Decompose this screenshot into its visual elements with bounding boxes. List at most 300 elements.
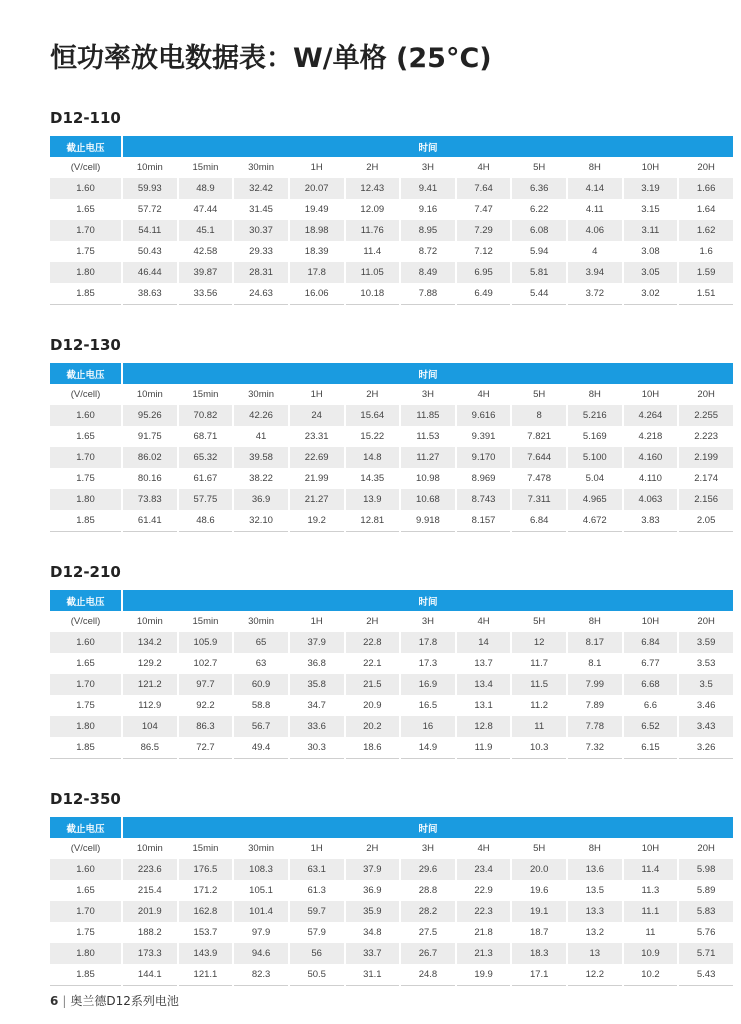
power-value-cell: 4.218 xyxy=(638,431,663,442)
voltage-cell: 1.85 xyxy=(50,510,121,532)
power-value-cell: 215.4 xyxy=(137,885,162,896)
cutoff-voltage-header: 截止电压 xyxy=(50,136,121,157)
power-value-cell: 86.5 xyxy=(123,737,177,759)
power-value-cell: 19.9 xyxy=(457,964,511,986)
power-value-cell: 18.6 xyxy=(346,737,400,759)
column-header: 30min xyxy=(248,389,274,400)
power-value-cell: 3.11 xyxy=(624,220,678,241)
power-value-cell: 11.85 xyxy=(401,405,455,426)
column-header: 5H xyxy=(533,162,546,173)
column-header: 10H xyxy=(641,162,660,173)
power-value-cell: 11.53 xyxy=(416,431,440,442)
power-value-cell: 5.44 xyxy=(512,283,566,305)
power-value-cell: 5.43 xyxy=(679,964,733,986)
voltage-cell: 1.65 xyxy=(76,658,95,669)
power-value-cell: 8.49 xyxy=(401,262,455,283)
table-row xyxy=(50,674,733,695)
power-value-cell: 8.72 xyxy=(418,246,438,257)
voltage-cell: 1.70 xyxy=(50,901,121,922)
power-value-cell: 38.22 xyxy=(249,473,273,484)
power-value-cell: 61.67 xyxy=(193,473,218,484)
voltage-cell: 1.75 xyxy=(76,927,95,938)
column-header: 20H xyxy=(697,616,715,627)
column-header: 1H xyxy=(310,389,323,400)
power-value-cell: 3.08 xyxy=(641,246,660,257)
column-header: 10min xyxy=(136,843,163,854)
power-value-cell: 6.22 xyxy=(529,204,549,215)
power-value-cell: 173.3 xyxy=(123,943,177,964)
power-value-cell: 201.9 xyxy=(123,901,177,922)
voltage-cell: 1.75 xyxy=(76,473,95,484)
power-value-cell: 58.8 xyxy=(251,700,271,711)
power-value-cell: 80.16 xyxy=(137,473,162,484)
power-value-cell: 3.5 xyxy=(679,674,733,695)
table-row xyxy=(50,426,733,447)
power-value-cell: 11.5 xyxy=(512,674,566,695)
power-value-cell: 7.89 xyxy=(585,700,605,711)
power-value-cell: 32.10 xyxy=(234,510,288,532)
power-value-cell: 1.66 xyxy=(679,178,733,199)
power-value-cell: 91.75 xyxy=(137,431,162,442)
table-title: D12-210 xyxy=(50,563,121,581)
power-value-cell: 5.04 xyxy=(585,473,605,484)
column-header: 10H xyxy=(641,389,660,400)
power-value-cell: 21.5 xyxy=(346,674,400,695)
column-header: 10H xyxy=(641,616,660,627)
power-value-cell: 21.27 xyxy=(290,489,344,510)
power-value-cell: 59.7 xyxy=(290,901,344,922)
voltage-cell: 1.85 xyxy=(50,964,121,986)
table-row xyxy=(50,943,733,964)
table-row xyxy=(50,653,733,674)
power-value-cell: 39.87 xyxy=(179,262,233,283)
power-value-cell: 11.1 xyxy=(624,901,678,922)
column-header: 1H xyxy=(310,843,323,854)
power-value-cell: 9.41 xyxy=(401,178,455,199)
footer-separator: | xyxy=(62,994,67,1008)
power-value-cell: 6.52 xyxy=(624,716,678,737)
cutoff-voltage-header: 截止电压 xyxy=(50,590,121,611)
power-value-cell: 20.9 xyxy=(363,700,382,711)
column-header: 3H xyxy=(421,843,435,854)
power-value-cell: 27.5 xyxy=(418,927,438,938)
power-value-cell: 46.44 xyxy=(123,262,177,283)
power-value-cell: 18.7 xyxy=(529,927,549,938)
power-value-cell: 33.6 xyxy=(290,716,344,737)
unit-label: (V/cell) xyxy=(70,843,101,854)
power-value-cell: 5.71 xyxy=(679,943,733,964)
voltage-cell: 1.80 xyxy=(50,262,121,283)
table-subheader-row xyxy=(50,611,733,632)
power-value-cell: 95.26 xyxy=(123,405,177,426)
table-row xyxy=(50,283,733,305)
power-value-cell: 48.9 xyxy=(179,178,233,199)
power-value-cell: 2.223 xyxy=(694,431,719,442)
power-value-cell: 28.8 xyxy=(418,885,438,896)
power-value-cell: 7.78 xyxy=(568,716,622,737)
power-value-cell: 3.43 xyxy=(679,716,733,737)
discharge-table-section xyxy=(50,788,733,986)
table-title: D12-130 xyxy=(50,336,121,354)
power-value-cell: 3.02 xyxy=(624,283,678,305)
power-value-cell: 15.22 xyxy=(360,431,385,442)
power-value-cell: 6.84 xyxy=(512,510,566,532)
discharge-table-section xyxy=(50,561,733,759)
column-header: 10min xyxy=(136,389,163,400)
power-value-cell: 86.02 xyxy=(123,447,177,468)
table-row xyxy=(50,510,733,532)
power-value-cell: 30.37 xyxy=(234,220,288,241)
power-value-cell: 33.56 xyxy=(179,283,233,305)
power-value-cell: 4.110 xyxy=(638,473,662,484)
table-header-row xyxy=(50,363,733,384)
power-value-cell: 72.7 xyxy=(179,737,233,759)
power-value-cell: 19.1 xyxy=(512,901,566,922)
column-header: 8H xyxy=(588,843,601,854)
power-value-cell: 14.9 xyxy=(401,737,455,759)
power-value-cell: 5.76 xyxy=(696,927,716,938)
table-row xyxy=(50,859,733,880)
column-header: 2H xyxy=(366,389,379,400)
voltage-cell: 1.60 xyxy=(50,632,121,653)
power-value-cell: 10.9 xyxy=(624,943,678,964)
power-value-cell: 57.9 xyxy=(307,927,326,938)
column-header: 30min xyxy=(248,162,274,173)
power-value-cell: 16 xyxy=(401,716,455,737)
power-value-cell: 50.5 xyxy=(290,964,344,986)
power-value-cell: 8.157 xyxy=(457,510,511,532)
power-value-cell: 7.99 xyxy=(568,674,622,695)
power-value-cell: 16.5 xyxy=(418,700,438,711)
power-value-cell: 28.2 xyxy=(401,901,455,922)
unit-label: (V/cell) xyxy=(70,162,101,173)
power-value-cell: 17.8 xyxy=(290,262,344,283)
power-value-cell: 223.6 xyxy=(123,859,177,880)
power-value-cell: 17.3 xyxy=(418,658,438,669)
power-value-cell: 5.100 xyxy=(568,447,622,468)
column-header: 30min xyxy=(248,843,274,854)
power-value-cell: 3.94 xyxy=(568,262,622,283)
power-value-cell: 4.672 xyxy=(568,510,622,532)
power-value-cell: 94.6 xyxy=(234,943,288,964)
page-footer xyxy=(50,992,179,1009)
page-title: 恒功率放电数据表：W/单格 (25°C) xyxy=(50,43,492,74)
column-header: 2H xyxy=(366,843,379,854)
power-value-cell: 22.8 xyxy=(346,632,400,653)
table-row xyxy=(50,716,733,737)
power-value-cell: 112.9 xyxy=(138,700,162,711)
cutoff-voltage-header: 截止电压 xyxy=(50,363,121,384)
power-value-cell: 17.1 xyxy=(512,964,566,986)
column-header: 8H xyxy=(588,616,601,627)
voltage-cell: 1.65 xyxy=(76,204,95,215)
power-value-cell: 56.7 xyxy=(234,716,288,737)
power-value-cell: 29.6 xyxy=(401,859,455,880)
power-value-cell: 61.3 xyxy=(307,885,326,896)
power-value-cell: 176.5 xyxy=(179,859,233,880)
power-value-cell: 17.8 xyxy=(401,632,455,653)
power-value-cell: 2.255 xyxy=(679,405,733,426)
power-value-cell: 70.82 xyxy=(179,405,233,426)
power-value-cell: 12 xyxy=(512,632,566,653)
column-header: 5H xyxy=(533,389,546,400)
power-value-cell: 5.98 xyxy=(679,859,733,880)
column-header: 4H xyxy=(477,616,490,627)
power-value-cell: 104 xyxy=(123,716,177,737)
power-value-cell: 4.11 xyxy=(585,204,604,215)
power-value-cell: 12.8 xyxy=(457,716,511,737)
column-header: 3H xyxy=(421,162,435,173)
power-value-cell: 7.88 xyxy=(401,283,455,305)
table-row xyxy=(50,447,733,468)
power-value-cell: 23.31 xyxy=(304,431,329,442)
power-value-cell: 7.47 xyxy=(474,204,493,215)
page-number: 6 xyxy=(50,994,59,1008)
power-value-cell: 82.3 xyxy=(234,964,288,986)
table-row xyxy=(50,468,733,489)
power-value-cell: 6.49 xyxy=(457,283,511,305)
time-header: 时间 xyxy=(123,136,733,157)
power-value-cell: 50.43 xyxy=(137,246,162,257)
voltage-cell: 1.75 xyxy=(76,246,95,257)
power-value-cell: 9.391 xyxy=(471,431,496,442)
power-value-cell: 65 xyxy=(234,632,288,653)
power-value-cell: 10.98 xyxy=(416,473,440,484)
power-value-cell: 13.9 xyxy=(346,489,400,510)
table-row xyxy=(50,880,733,901)
power-value-cell: 13.3 xyxy=(568,901,622,922)
power-value-cell: 13.1 xyxy=(474,700,493,711)
discharge-table xyxy=(48,817,735,986)
table-row xyxy=(50,262,733,283)
power-value-cell: 31.45 xyxy=(249,204,273,215)
table-title: D12-350 xyxy=(50,790,121,808)
power-value-cell: 47.44 xyxy=(193,204,218,215)
power-value-cell: 22.69 xyxy=(290,447,344,468)
power-value-cell: 30.3 xyxy=(290,737,344,759)
power-value-cell: 7.821 xyxy=(527,431,552,442)
power-value-cell: 14 xyxy=(457,632,511,653)
time-header: 时间 xyxy=(123,363,733,384)
power-value-cell: 8.1 xyxy=(588,658,602,669)
unit-label: (V/cell) xyxy=(70,389,101,400)
column-header: 2H xyxy=(366,616,379,627)
table-row xyxy=(50,199,733,220)
table-subheader-row xyxy=(50,838,733,859)
power-value-cell: 19.49 xyxy=(304,204,329,215)
table-title: D12-110 xyxy=(50,109,121,127)
power-value-cell: 7.29 xyxy=(457,220,511,241)
voltage-cell: 1.75 xyxy=(76,700,95,711)
power-value-cell: 1.59 xyxy=(679,262,733,283)
column-header: 10H xyxy=(641,843,660,854)
power-value-cell: 8.17 xyxy=(568,632,622,653)
power-value-cell: 11.3 xyxy=(641,885,660,896)
power-value-cell: 3.05 xyxy=(624,262,678,283)
power-value-cell: 11.7 xyxy=(530,658,549,669)
power-value-cell: 34.7 xyxy=(307,700,326,711)
power-value-cell: 4.965 xyxy=(568,489,622,510)
power-value-cell: 11.05 xyxy=(346,262,400,283)
power-value-cell: 2.156 xyxy=(679,489,733,510)
power-value-cell: 19.6 xyxy=(529,885,549,896)
power-value-cell: 8 xyxy=(512,405,566,426)
table-row xyxy=(50,737,733,759)
power-value-cell: 32.42 xyxy=(234,178,288,199)
table-row xyxy=(50,405,733,426)
table-header-row xyxy=(50,590,733,611)
power-value-cell: 188.2 xyxy=(137,927,162,938)
power-value-cell: 18.39 xyxy=(304,246,329,257)
table-row xyxy=(50,922,733,943)
power-value-cell: 39.58 xyxy=(234,447,288,468)
column-header: 8H xyxy=(588,162,601,173)
power-value-cell: 42.58 xyxy=(193,246,218,257)
power-value-cell: 36.8 xyxy=(307,658,326,669)
power-value-cell: 4.06 xyxy=(568,220,622,241)
power-value-cell: 101.4 xyxy=(234,901,288,922)
power-value-cell: 13.4 xyxy=(457,674,511,695)
power-value-cell: 11.4 xyxy=(624,859,678,880)
power-value-cell: 105.1 xyxy=(249,885,273,896)
power-value-cell: 105.9 xyxy=(179,632,233,653)
power-value-cell: 4.14 xyxy=(568,178,622,199)
power-value-cell: 2.174 xyxy=(694,473,719,484)
power-value-cell: 16.06 xyxy=(290,283,344,305)
table-row xyxy=(50,964,733,986)
power-value-cell: 6.36 xyxy=(512,178,566,199)
power-value-cell: 2.199 xyxy=(679,447,733,468)
power-value-cell: 3.59 xyxy=(679,632,733,653)
time-header: 时间 xyxy=(123,817,733,838)
power-value-cell: 121.2 xyxy=(123,674,177,695)
power-value-cell: 3.53 xyxy=(696,658,716,669)
power-value-cell: 9.918 xyxy=(401,510,455,532)
power-value-cell: 11.2 xyxy=(530,700,549,711)
power-value-cell: 56 xyxy=(290,943,344,964)
power-value-cell: 121.1 xyxy=(179,964,233,986)
power-value-cell: 49.4 xyxy=(234,737,288,759)
power-value-cell: 3.15 xyxy=(641,204,660,215)
voltage-cell: 1.70 xyxy=(50,447,121,468)
power-value-cell: 1.51 xyxy=(679,283,733,305)
power-value-cell: 9.616 xyxy=(457,405,511,426)
column-header: 5H xyxy=(533,843,546,854)
power-value-cell: 134.2 xyxy=(123,632,177,653)
power-value-cell: 5.169 xyxy=(582,431,607,442)
column-header: 15min xyxy=(192,162,219,173)
power-value-cell: 5.94 xyxy=(529,246,549,257)
column-header: 15min xyxy=(192,389,219,400)
power-value-cell: 7.32 xyxy=(568,737,622,759)
power-value-cell: 162.8 xyxy=(179,901,233,922)
power-value-cell: 24.8 xyxy=(401,964,455,986)
power-value-cell: 5.81 xyxy=(512,262,566,283)
voltage-cell: 1.85 xyxy=(50,283,121,305)
power-value-cell: 11.4 xyxy=(363,246,382,257)
voltage-cell: 1.70 xyxy=(50,220,121,241)
column-header: 2H xyxy=(366,162,379,173)
voltage-cell: 1.65 xyxy=(76,885,95,896)
power-value-cell: 9.170 xyxy=(457,447,511,468)
power-value-cell: 13.7 xyxy=(474,658,493,669)
power-value-cell: 42.26 xyxy=(234,405,288,426)
power-value-cell: 11 xyxy=(512,716,566,737)
column-header: 1H xyxy=(310,162,323,173)
power-value-cell: 6.77 xyxy=(641,658,660,669)
power-value-cell: 10.3 xyxy=(512,737,566,759)
power-value-cell: 35.9 xyxy=(346,901,400,922)
time-header: 时间 xyxy=(123,590,733,611)
power-value-cell: 48.6 xyxy=(179,510,233,532)
power-value-cell: 24 xyxy=(290,405,344,426)
table-subheader-row xyxy=(50,157,733,178)
column-header: 8H xyxy=(588,389,601,400)
column-header: 1H xyxy=(310,616,323,627)
power-value-cell: 38.63 xyxy=(123,283,177,305)
table-row xyxy=(50,220,733,241)
table-subheader-row xyxy=(50,384,733,405)
power-value-cell: 20.2 xyxy=(346,716,400,737)
power-value-cell: 1.6 xyxy=(699,246,713,257)
footer-text: 奥兰德D12系列电池 xyxy=(70,994,179,1008)
power-value-cell: 36.9 xyxy=(363,885,382,896)
power-value-cell: 63.1 xyxy=(290,859,344,880)
power-value-cell: 3.83 xyxy=(624,510,678,532)
power-value-cell: 33.7 xyxy=(346,943,400,964)
power-value-cell: 24.63 xyxy=(234,283,288,305)
power-value-cell: 11.9 xyxy=(457,737,511,759)
voltage-cell: 1.85 xyxy=(50,737,121,759)
power-value-cell: 16.9 xyxy=(401,674,455,695)
power-value-cell: 11.27 xyxy=(401,447,455,468)
power-value-cell: 3.72 xyxy=(568,283,622,305)
power-value-cell: 14.35 xyxy=(360,473,385,484)
power-value-cell: 19.2 xyxy=(290,510,344,532)
table-header-row xyxy=(50,817,733,838)
power-value-cell: 18.98 xyxy=(290,220,344,241)
power-value-cell: 11 xyxy=(645,927,656,938)
power-value-cell: 5.83 xyxy=(679,901,733,922)
power-value-cell: 15.64 xyxy=(346,405,400,426)
power-value-cell: 6.84 xyxy=(624,632,678,653)
power-value-cell: 28.31 xyxy=(234,262,288,283)
power-value-cell: 92.2 xyxy=(196,700,215,711)
voltage-cell: 1.80 xyxy=(50,489,121,510)
power-value-cell: 22.3 xyxy=(457,901,511,922)
power-value-cell: 13 xyxy=(568,943,622,964)
power-value-cell: 2.05 xyxy=(679,510,733,532)
power-value-cell: 31.1 xyxy=(346,964,400,986)
column-header: 20H xyxy=(697,162,715,173)
power-value-cell: 129.2 xyxy=(137,658,162,669)
voltage-cell: 1.70 xyxy=(50,674,121,695)
column-header: 30min xyxy=(248,616,274,627)
column-header: 3H xyxy=(421,616,435,627)
power-value-cell: 59.93 xyxy=(123,178,177,199)
discharge-table-section xyxy=(50,334,733,532)
power-value-cell: 171.2 xyxy=(193,885,218,896)
voltage-cell: 1.80 xyxy=(50,716,121,737)
column-header: 20H xyxy=(697,389,715,400)
power-value-cell: 12.2 xyxy=(568,964,622,986)
column-header: 15min xyxy=(192,616,219,627)
power-value-cell: 73.83 xyxy=(123,489,177,510)
column-header: 4H xyxy=(477,389,490,400)
power-value-cell: 144.1 xyxy=(123,964,177,986)
power-value-cell: 41 xyxy=(255,431,267,442)
column-header: 10min xyxy=(136,162,163,173)
